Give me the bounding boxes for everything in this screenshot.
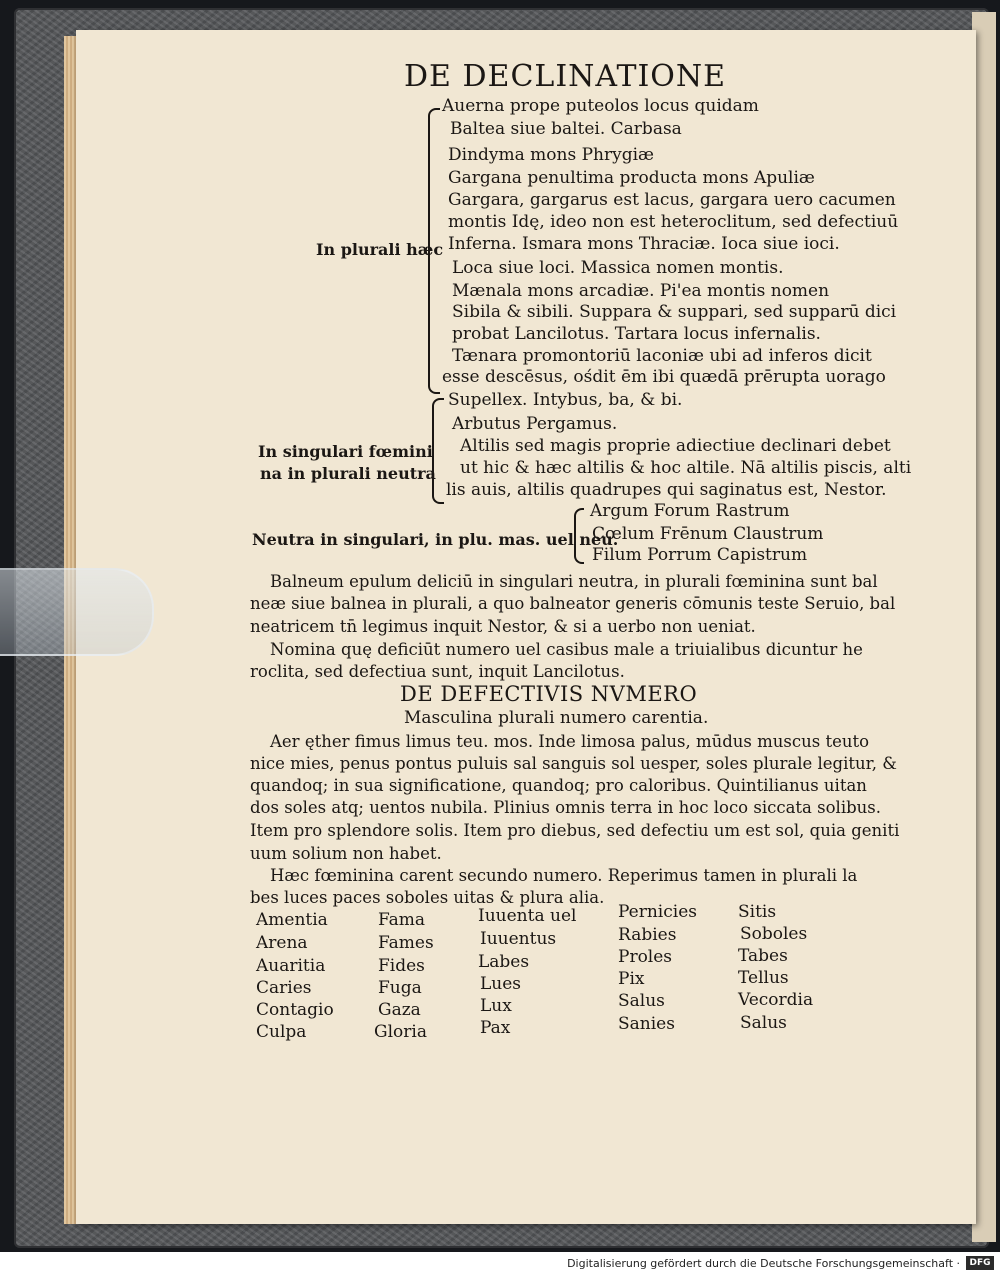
word-item: Arena (256, 933, 308, 953)
text-line: neatricem tn̄ legimus inquit Nestor, & si a uerbo non ueniat. (250, 617, 756, 636)
text-line: Balneum epulum deliciū in singulari neutra, in plurali fœminina sunt bal (270, 572, 878, 591)
text-line: Loca siue loci. Massica nomen montis. (452, 258, 784, 278)
text-line: Supellex. Intybus, ba, & bi. (448, 390, 683, 410)
word-item: Fuga (378, 978, 422, 998)
word-item: Soboles (740, 924, 808, 944)
text-line: Hæc fœminina carent secundo numero. Reperimus tamen in plurali la (270, 866, 858, 885)
word-item: Vecordia (738, 990, 814, 1010)
dfg-logo: DFG (966, 1256, 994, 1270)
text-line: nice mies, penus pontus puluis sal sanguis sol uesper, soles plurale legitur, & (250, 754, 897, 773)
text-line: neæ siue balnea in plurali, a quo balneator generis cōmunis teste Seruio, bal (250, 594, 896, 613)
text-line: bes luces paces soboles uitas & plura alia. (250, 888, 605, 907)
text-line: Auerna prope puteolos locus quidam (442, 96, 759, 116)
text-line: Argum Forum Rastrum (590, 501, 790, 521)
word-item: Pernicies (618, 902, 697, 922)
word-item: Sanies (618, 1014, 675, 1034)
text-line: quandoq; in sua significatione, quandoq; pro caloribus. Quintilianus uitan (250, 776, 867, 795)
word-item: Pix (618, 969, 645, 989)
text-line: Aer ęther fimus limus teu. mos. Inde limosa palus, mūdus muscus teuto (270, 732, 870, 751)
text-line: Altilis sed magis proprie adiectiue declinari debet (460, 436, 891, 456)
text-line: Nomina quę deficiūt numero uel casibus male a triuialibus dicuntur he (270, 640, 863, 659)
word-item: Fama (378, 910, 426, 930)
word-item: Contagio (256, 1000, 334, 1020)
text-line: probat Lancilotus. Tartara locus infernalis. (452, 324, 821, 344)
text-line: Tænara promontoriū laconiæ ubi ad inferos dicit (452, 346, 872, 366)
text-line: montis Idę, ideo non est heteroclitum, sed defectiuū (448, 212, 899, 232)
word-item: Caries (256, 978, 312, 998)
text-line: uum solium non habet. (250, 844, 442, 863)
footer-bar (0, 1252, 1000, 1275)
word-item: Tellus (738, 968, 789, 988)
text-line: Arbutus Pergamus. (452, 414, 618, 434)
text-line: Dindyma mons Phrygiæ (448, 145, 655, 165)
word-item: Gaza (378, 1000, 421, 1020)
side-label-singular-1: In singulari fœmini (258, 442, 433, 461)
word-item: Proles (618, 947, 673, 967)
word-item: Amentia (256, 910, 328, 930)
word-item: Salus (618, 991, 665, 1011)
text-line: Inferna. Ismara mons Thraciæ. Ioca siue ioci. (448, 234, 840, 254)
word-item: Tabes (738, 946, 788, 966)
word-item: Lues (480, 974, 522, 994)
word-item: Auaritia (256, 956, 326, 976)
text-line: Mænala mons arcadiæ. Pi'ea montis nomen (452, 281, 830, 301)
word-item: Labes (478, 952, 530, 972)
text-line: Gargara, gargarus est lacus, gargara uero cacumen (448, 190, 896, 210)
text-line: Filum Porrum Capistrum (592, 545, 808, 565)
text-line: roclita, sed defectiua sunt, inquit Lancilotus. (250, 662, 625, 681)
word-item: Culpa (256, 1022, 307, 1042)
text-line: Cœlum Frēnum Claustrum (592, 524, 824, 544)
side-label-singular-2: na in plurali neutra (260, 464, 436, 483)
footer-credit: Digitalisierung gefördert durch die Deutsche Forschungsgemeinschaft · (567, 1257, 960, 1270)
text-line: Gargana penultima producta mons Apuliæ (448, 168, 815, 188)
text-line: lis auis, altilis quadrupes qui saginatus est, Nestor. (446, 480, 887, 500)
text-line: esse descēsus, ośdit ēm ibi quædā prērupta uorago (442, 367, 886, 387)
text-line: dos soles atq; uentos nubila. Plinius omnis terra in hoc loco siccata solibus. (250, 798, 881, 817)
section-heading: DE DEFECTIVIS NVMERO (400, 682, 698, 706)
word-item: Gloria (374, 1022, 427, 1042)
word-item: Rabies (618, 925, 677, 945)
side-label-neutra: Neutra in singulari, in plu. mas. uel neu. (252, 530, 619, 549)
text-line: ut hic & hæc altilis & hoc altile. Nā altilis piscis, alti (460, 458, 912, 478)
text-line: Item pro splendore solis. Item pro diebus, sed defectiu um est sol, quia geniti (250, 821, 900, 840)
text-line: Sibila & sibili. Suppara & suppari, sed supparū dici (452, 302, 897, 322)
page-clip (0, 568, 154, 656)
text-line: Baltea siue baltei. Carbasa (450, 119, 682, 139)
word-item: Fides (378, 956, 425, 976)
word-item: Sitis (738, 902, 777, 922)
word-item: Iuuentus (480, 929, 557, 949)
page-title: DE DECLINATIONE (404, 59, 727, 94)
side-label-plural: In plurali hæc (316, 240, 444, 259)
word-item: Iuuenta uel (478, 906, 577, 926)
word-item: Pax (480, 1018, 511, 1038)
subheading: Masculina plurali numero carentia. (404, 708, 709, 728)
word-item: Salus (740, 1013, 787, 1033)
brace-singular (432, 398, 444, 504)
word-item: Lux (480, 996, 512, 1016)
word-item: Fames (378, 933, 434, 953)
